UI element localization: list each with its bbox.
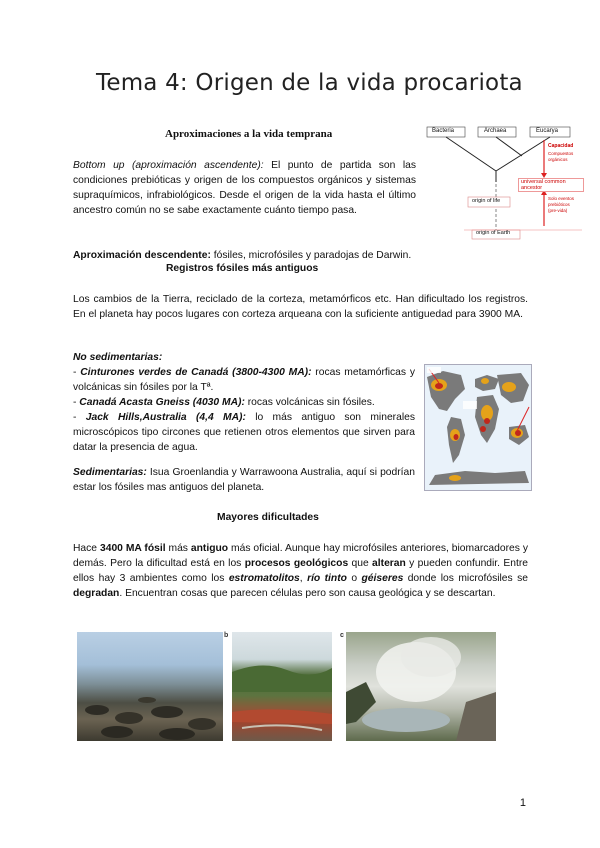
list-dash: - [73, 397, 80, 408]
list-item-label: Jack Hills,Australia (4,4 MA): [85, 412, 246, 423]
bold-run: alteran [372, 558, 406, 569]
text-run: o [346, 573, 362, 584]
text-run: que [348, 558, 373, 569]
page-number: 1 [519, 797, 526, 809]
geyser-svg [346, 632, 496, 741]
red-label-solo-eventos [548, 196, 574, 214]
list-item-text: rocas volcánicas sin fósiles. [244, 397, 375, 408]
domain-bacteria: Bacteria [432, 128, 455, 134]
bold-run: río tinto [307, 573, 347, 584]
list-dash: - [73, 412, 86, 423]
no-sedimentarias-heading: No sedimentarias: [73, 352, 163, 363]
bold-run: procesos geológicos [244, 558, 349, 569]
stromatolites-svg [77, 632, 223, 741]
list-item [73, 395, 415, 410]
descendente-text: fósiles, microfósiles y paradojas de Darwin. [210, 250, 412, 261]
sedimentarias-text: Isua Groenlandia y Warrawoona Australia, aquí si podrían estar los fósiles mas antiguos del planeta. [73, 467, 415, 493]
paragraph-descendente [73, 248, 473, 263]
red-bottom-line-3: (pre-vida) [548, 208, 568, 213]
domain-archaea: Archaea [484, 128, 507, 134]
section-heading-registros: Registros fósiles más antiguos [166, 263, 319, 274]
bold-run: géiseres [361, 573, 404, 584]
text-run: y pueden confundir. Entre ellos hay 3 ambientes como los [73, 558, 528, 584]
photo-stromatolites [77, 632, 223, 741]
list-item-label: Canadá Acasta Gneiss (4030 MA): [79, 397, 245, 408]
photo-tag-b: b [224, 632, 229, 639]
text-run: donde los microfósiles se [403, 573, 528, 584]
section-heading-dificultades: Mayores dificultades [217, 512, 319, 523]
red-label-compuestos: Compuestos orgánicos [548, 151, 574, 162]
bottom-up-label: Bottom up (aproximación ascendente): [73, 160, 264, 171]
list-item-text: lo más antiguo son minerales microscópicos tipo circones que retienen otros elementos que sirven para datar la presencia de agua. [73, 412, 415, 453]
photo-rio-tinto [232, 632, 332, 741]
tree-of-life-diagram [422, 126, 584, 240]
photo-tag-c: c [340, 632, 344, 639]
page-title: Tema 4: Origen de la vida procariota [96, 70, 523, 96]
text-run: . Encuentran cosas que parecen células pero son causa geológica y se descartan. [119, 588, 496, 599]
text-run: Hace [73, 543, 100, 554]
bold-run: 3400 MA fósil [99, 543, 166, 554]
text-run: más oficial. Aunque hay microfósiles anteriores, biomarcadores y demás. Pero la dificultad está en los [73, 543, 528, 569]
label-common-ancestor: universal common ancestor [518, 178, 584, 192]
sedimentarias-label: Sedimentarias: [73, 467, 147, 478]
list-item [73, 365, 415, 395]
red-bottom-line-2: prebióticos [548, 202, 570, 207]
paragraph-dificultades [73, 541, 528, 601]
bold-run: estromatolitos [228, 573, 300, 584]
bottom-up-text: El punto de partida son las condiciones prebióticas y origen de los compuestos orgánicos y sistemas supraquímicos, infrabiológicos. Desde el origen de la vida hasta el último ancestro común no se sabe exactamente cuánto tiempo pasa. [73, 160, 416, 216]
text-run: , [299, 573, 308, 584]
paragraph-registros: Los cambios de la Tierra, reciclado de la corteza, metamórficos etc. Han dificultado los registros. En el planeta hay pocos lugares con corteza arqueana con la suficiente antiguedad para 3900 MA. [73, 294, 528, 320]
list-dash: - [73, 367, 81, 378]
descendente-label: Aproximación descendente: [73, 250, 211, 261]
list-item-label: Cinturones verdes de Canadá (3800-4300 MA): [80, 367, 312, 378]
list-item [73, 410, 415, 455]
bold-run: degradan [73, 588, 120, 599]
text-run: más [165, 543, 191, 554]
label-origin-of-earth: origin of Earth [476, 230, 511, 236]
red-label-capacidad: Capacidad [548, 143, 574, 149]
list-item-text: rocas metamórficas y volcánicas sin fósiles por la Tª. [73, 367, 415, 393]
archean-crust-world-map [424, 364, 532, 491]
no-sedimentarias-block [73, 350, 415, 455]
section-heading-aproximaciones: Aproximaciones a la vida temprana [165, 128, 333, 140]
paragraph-sedimentarias [73, 465, 415, 495]
photo-geyser [346, 632, 496, 741]
domain-eucarya: Eucarya [536, 128, 559, 134]
red-bottom-line-1: Solo eventos [548, 196, 575, 201]
bold-run: antiguo [190, 543, 229, 554]
label-origin-of-life: origin of life [472, 198, 501, 204]
paragraph-bottom-up [73, 158, 416, 218]
world-map-svg [425, 365, 531, 490]
rio-tinto-svg [232, 632, 332, 741]
